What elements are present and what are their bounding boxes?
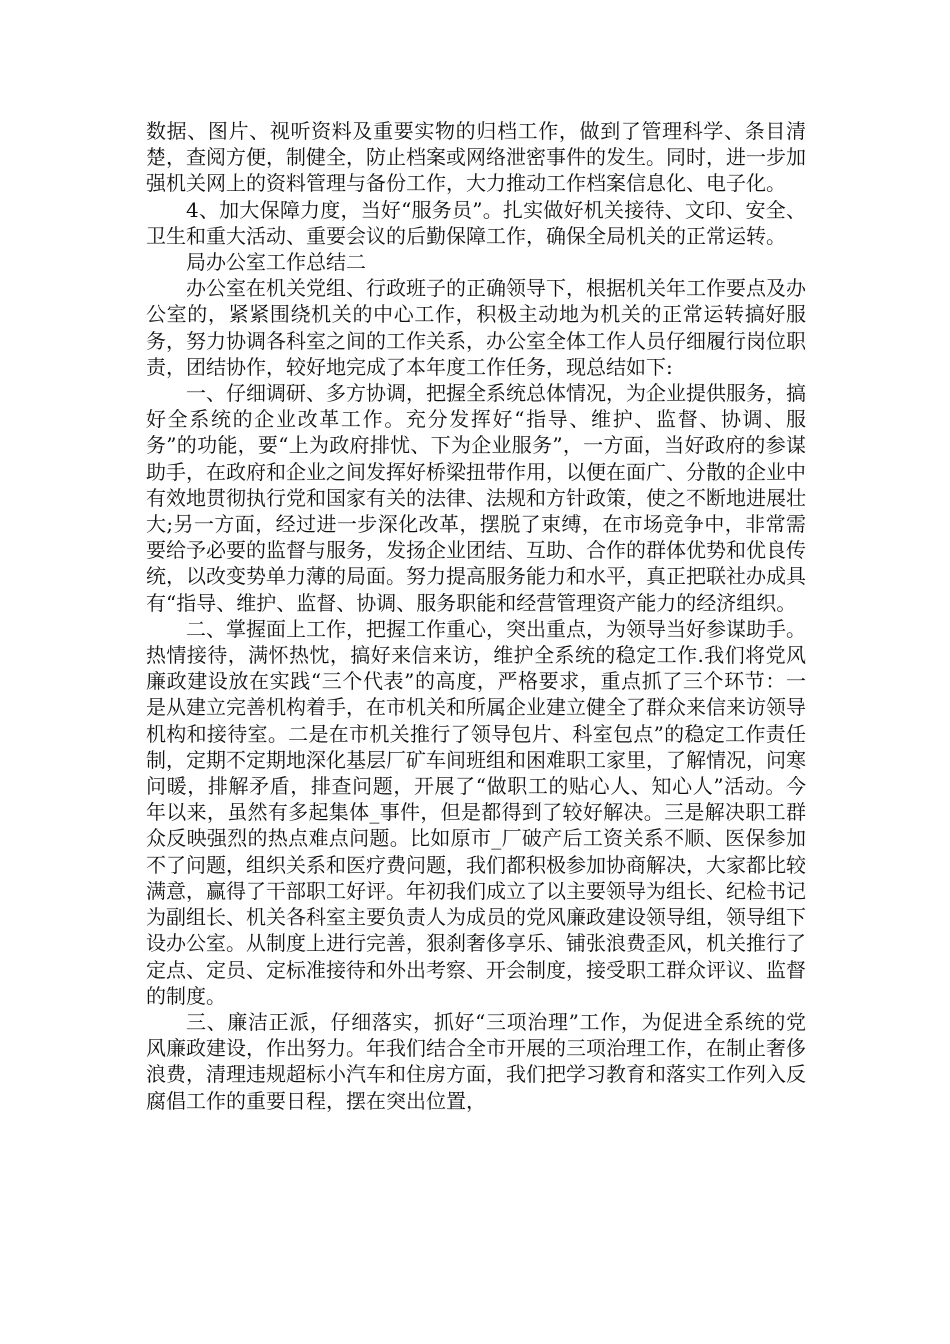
document-body (146, 118, 806, 1114)
section-heading: 局办公室工作总结二 (186, 250, 366, 275)
paragraph-archive-work: 数据、图片、视听资料及重要实物的归档工作，做到了管理科学、条目清楚，查阅方便，制健全，防止档案或网络泄密事件的发生。同时，进一步加强机关网上的资料管理与备份工作，大力推动工作档案信息化、电子化。 (146, 119, 806, 196)
paragraph-point-three: 三、廉洁正派，仔细落实，抓好“三项治理”工作，为促进全系统的党风廉政建设，作出努力。年我们结合全市开展的三项治理工作，在制止奢侈浪费，清理违规超标小汽车和住房方面，我们把学习教育和落实工作列入反腐倡工作的重要日程，摆在突出位置， (146, 1009, 806, 1113)
paragraph-point-two: 二、掌握面上工作，把握工作重心，突出重点，为领导当好参谋助手。热情接待，满怀热忱，搞好来信来访，维护全系统的稳定工作.我们将党风廉政建设放在实践“三个代表”的高度，严格要求，重点抓了三个环节：一是从建立完善机构着手，在市机关和所属企业建立健全了群众来信来访领导机构和接待室。二是在市机关推行了领导包片、科室包点”的稳定工作责任制，定期不定期地深化基层厂矿车间班组和困难职工家里，了解情况，问寒问暖，排解矛盾，排查问题，开展了“做职工的贴心人、知心人”活动。今年以来，虽然有多起集体_事件，但是都得到了较好解决。三是解决职工群众反映强烈的热点难点问题。比如原市_厂破产后工资关系不顺、医保参加不了问题，组织关系和医疗费问题，我们都积极参加协商解决，大家都比较满意，赢得了干部职工好评。年初我们成立了以主要领导为组长、纪检书记为副组长、机关各科室主要负责人为成员的党风廉政建设领导组，领导组下设办公室。从制度上进行完善，狠刹奢侈享乐、铺张浪费歪风，机关推行了定点、定员、定标准接待和外出考察、开会制度，接受职工群众评议、监督的制度。 (146, 616, 806, 1008)
paragraph-logistics-support: 4、加大保障力度，当好“服务员”。扎实做好机关接待、文印、安全、卫生和重大活动、重要会议的后勤保障工作，确保全局机关的正常运转。 (146, 197, 806, 248)
paragraph-introduction: 办公室在机关党组、行政班子的正确领导下，根据机关年工作要点及办公室的，紧紧围绕机关的中心工作，积极主动地为机关的正常运转搞好服务，努力协调各科室之间的工作关系，办公室全体工作人员仔细履行岗位职责，团结协作，较好地完成了本年度工作任务，现总结如下: (146, 276, 806, 379)
paragraph-point-one: 一、仔细调研、多方协调，把握全系统总体情况，为企业提供服务，搞好全系统的企业改革工作。充分发挥好“指导、维护、监督、协调、服务”的功能，要“上为政府排忧、下为企业服务”，一方面，当好政府的参谋助手，在政府和企业之间发挥好桥梁扭带作用，以便在面广、分散的企业中有效地贯彻执行党和国家有关的法律、法规和方针政策，使之不断地进展壮大;另一方面，经过进一步深化改革，摆脱了束缚，在市场竞争中，非常需要给予必要的监督与服务，发扬企业团结、互助、合作的群体优势和优良传统，以改变势单力薄的局面。努力提高服务能力和水平，真正把联社办成具有“指导、维护、监督、协调、服务职能和经营管理资产能力的经济组织。 (146, 381, 806, 615)
